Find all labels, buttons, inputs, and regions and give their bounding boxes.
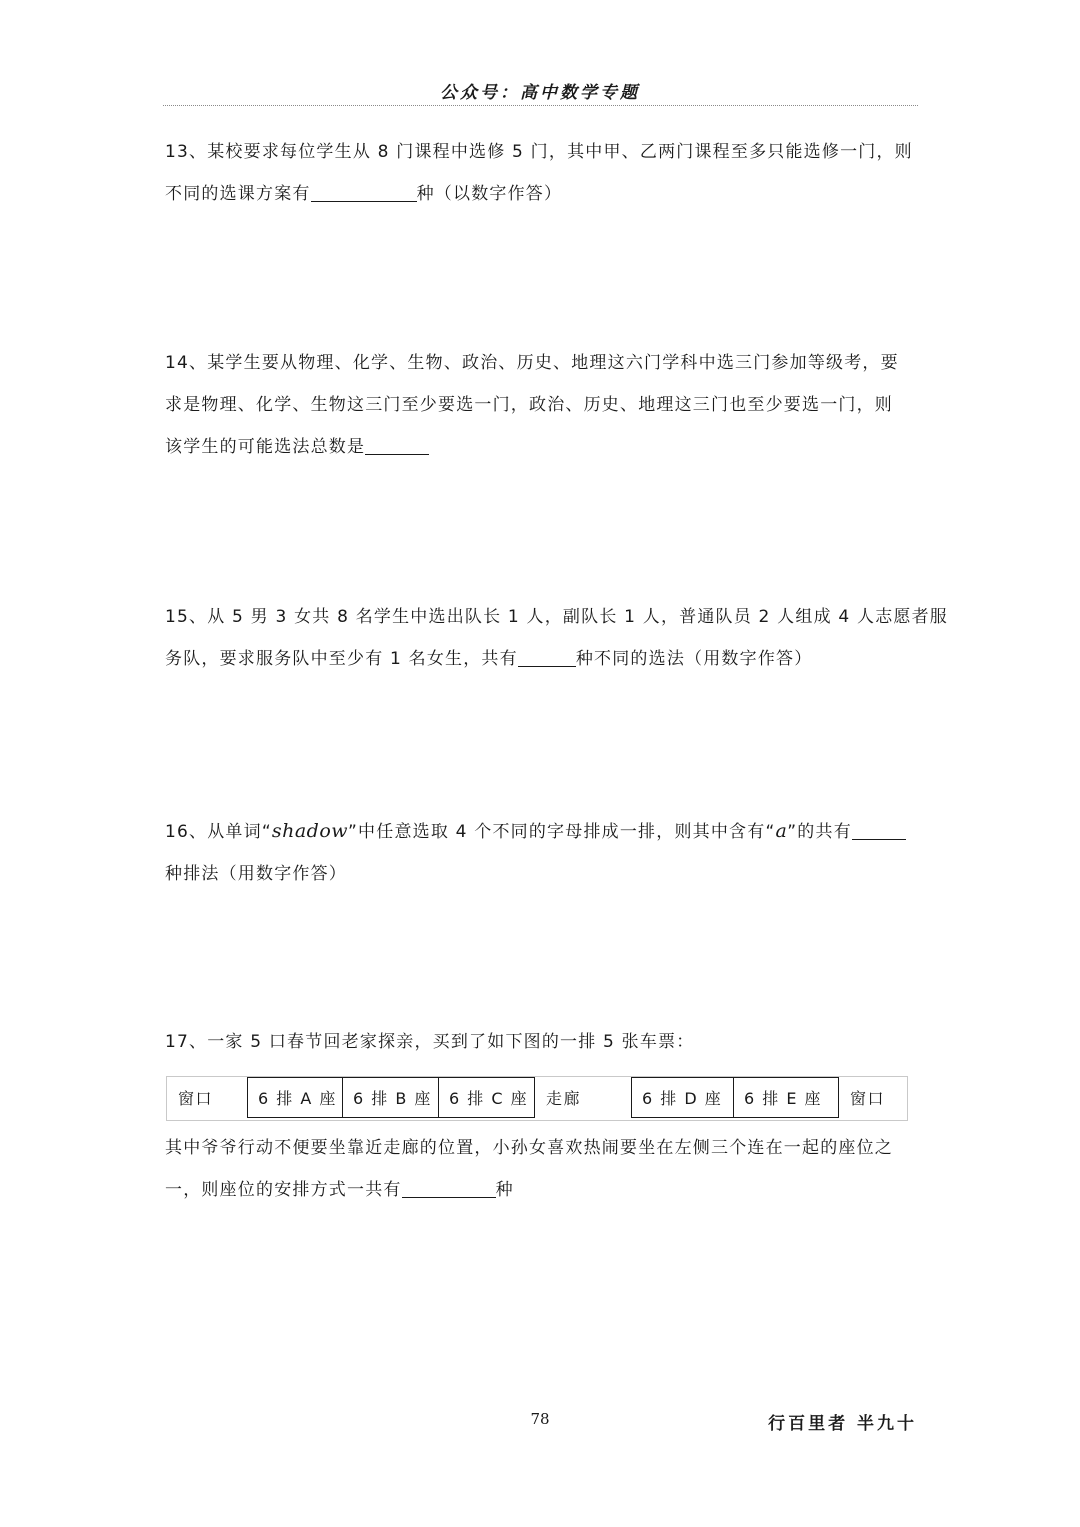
answer-blank-13[interactable] (311, 181, 417, 202)
seat-cell-6b: 6 排 B 座 (343, 1077, 439, 1118)
question-13-text-after-blank: 种（以数字作答） (416, 184, 563, 204)
question-17-intro (165, 1021, 920, 1063)
header-divider (163, 105, 918, 106)
question-14-line-2: 求是物理、化学、生物这三门至少要选一门，政治、历史、地理这三门也至少要选一门，则 (165, 395, 893, 415)
question-15-text-after-blank: 种不同的选法（用数字作答） (575, 649, 813, 669)
answer-blank-15[interactable] (518, 646, 576, 667)
seat-cell-6d: 6 排 D 座 (631, 1077, 734, 1118)
answer-blank-16[interactable] (852, 819, 906, 840)
seat-cell-6a: 6 排 A 座 (247, 1077, 343, 1118)
question-17-line-3 (165, 1169, 920, 1211)
question-17-body (165, 1127, 920, 1211)
page-header-title: 公众号：高中数学专题 (440, 83, 640, 103)
question-17-text-before-blank: 一，则座位的安排方式一共有 (165, 1180, 402, 1200)
question-16-part-1: 16、从单词“ (165, 822, 272, 842)
page-number: 78 (530, 1410, 550, 1428)
question-13 (165, 131, 920, 215)
seat-cell-window-left: 窗口 (178, 1089, 214, 1108)
question-14-line-3 (165, 426, 920, 468)
question-17-line-1: 17、一家 5 口春节回老家探亲，买到了如下图的一排 5 张车票： (165, 1032, 695, 1052)
question-15-line-2 (165, 638, 920, 680)
question-13-line-1: 13、某校要求每位学生从 8 门课程中选修 5 门，其中甲、乙两门课程至多只能选修一门，则 (165, 142, 913, 162)
question-13-line-2 (165, 173, 920, 215)
seat-cell-6c: 6 排 C 座 (439, 1077, 535, 1118)
question-14 (165, 342, 920, 468)
answer-blank-17[interactable] (402, 1177, 496, 1198)
question-16-part-2: ”中任意选取 4 个不同的字母排成一排，则其中含有“ (348, 822, 776, 842)
seat-cell-6e: 6 排 E 座 (734, 1077, 839, 1118)
footer-motto: 行百里者 半九十 (768, 1414, 917, 1434)
question-16-line-2: 种排法（用数字作答） (165, 864, 347, 884)
question-17-line-2: 其中爷爷行动不便要坐靠近走廊的位置，小孙女喜欢热闹要坐在左侧三个连在一起的座位之 (165, 1138, 893, 1158)
question-13-text-before-blank: 不同的选课方案有 (165, 184, 311, 204)
question-14-line-1: 14、某学生要从物理、化学、生物、政治、历史、地理这六门学科中选三门参加等级考，要 (165, 353, 899, 373)
seat-cell-window-right: 窗口 (850, 1089, 886, 1108)
question-15 (165, 596, 948, 680)
question-16-word: shadow (271, 820, 349, 842)
question-16 (165, 810, 920, 895)
question-16-part-3: ”的共有 (787, 822, 852, 842)
seat-cell-aisle: 走廊 (546, 1089, 582, 1108)
answer-blank-14[interactable] (365, 434, 429, 455)
question-15-text-before-blank: 务队，要求服务队中至少有 1 名女生，共有 (165, 649, 518, 669)
question-15-line-1: 15、从 5 男 3 女共 8 名学生中选出队长 1 人，副队长 1 人，普通队员 2 人组成 4 人志愿者服 (165, 607, 948, 627)
question-16-line-1 (165, 810, 920, 853)
question-16-letter: a (775, 820, 788, 842)
question-17-text-after-blank: 种 (495, 1180, 514, 1200)
question-14-text-before-blank: 该学生的可能选法总数是 (165, 437, 366, 457)
seat-diagram (166, 1076, 908, 1121)
